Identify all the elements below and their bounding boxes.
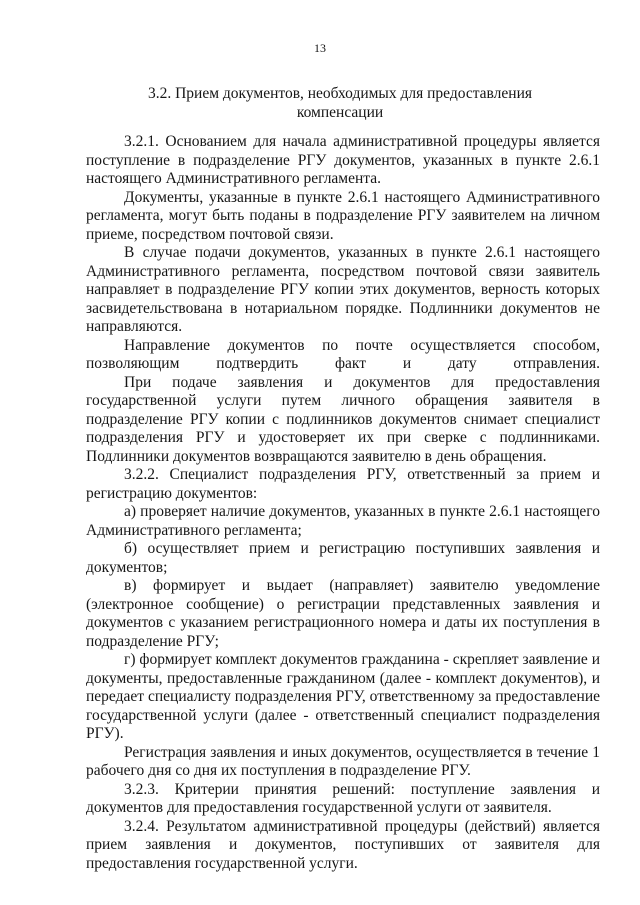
section-title: 3.2. Прием документов, необходимых для предоставления компенсации [147, 85, 533, 121]
paragraph-3-2-2: 3.2.2. Специалист подразделения РГУ, ответственный за прием и регистрацию документов: [86, 466, 600, 502]
paragraph-registration: Регистрация заявления и иных документов, осуществляется в течение 1 рабочего дня со дня их поступления в подразделение РГУ. [86, 743, 600, 779]
page-number: 13 [314, 41, 326, 55]
paragraph-postal-method: Направление документов по почте осуществляется способом, позволяющим подтвердить факт и дату отправления. [86, 336, 600, 372]
paragraph-3-2-1: 3.2.1. Основанием для начала административной процедуры является поступление в подразделение РГУ документов, указанных в пункте 2.6.1 настоящего Административного регламента. [86, 133, 600, 187]
paragraph-postal-submission: В случае подачи документов, указанных в пункте 2.6.1 настоящего Административного регламента, посредством почтовой связи заявитель направляет в подразделение РГУ копии этих документов, верность которых засвидетельствована в нотариальном порядке. Подлинники документов не направляются. [86, 244, 600, 335]
paragraph-documents-submission: Документы, указанные в пункте 2.6.1 настоящего Административного регламента, могут быть поданы в подразделение РГУ заявителем на личном приеме, посредством почтовой связи. [86, 188, 600, 243]
list-item-a: а) проверяет наличие документов, указанных в пункте 2.6.1 настоящего Административного регламента; [86, 503, 600, 539]
list-item-v: в) формирует и выдает (направляет) заявителю уведомление (электронное сообщение) о регистрации представленных заявления и документов с указанием регистрационного номера и даты их поступления в подразделение РГУ; [86, 577, 600, 650]
paragraph-personal-submission: При подаче заявления и документов для предоставления государственной услуги путем личного обращения заявителя в подразделение РГУ копии с подлинников документов снимает специалист подразделения РГУ и удостоверяет их при сверке с подлинниками. Подлинники документов возвращаются заявителю в день обращения. [86, 373, 600, 465]
document-body [86, 133, 600, 873]
list-item-b: б) осуществляет прием и регистрацию поступивших заявления и документов; [86, 540, 600, 576]
paragraph-3-2-3: 3.2.3. Критерии принятия решений: поступление заявления и документов для предоставления государственной услуги от заявителя. [86, 780, 600, 816]
list-item-g: г) формирует комплект документов гражданина - скрепляет заявление и документы, предоставленные гражданином (далее - комплект документов), и передает специалисту подразделения РГУ, ответственному за предоставление государственной услуги (далее - ответственный специалист подразделения РГУ). [86, 651, 600, 742]
paragraph-3-2-4: 3.2.4. Результатом административной процедуры (действий) является прием заявления и документов, поступивших от заявителя для предоставления государственной услуги. [86, 817, 600, 872]
